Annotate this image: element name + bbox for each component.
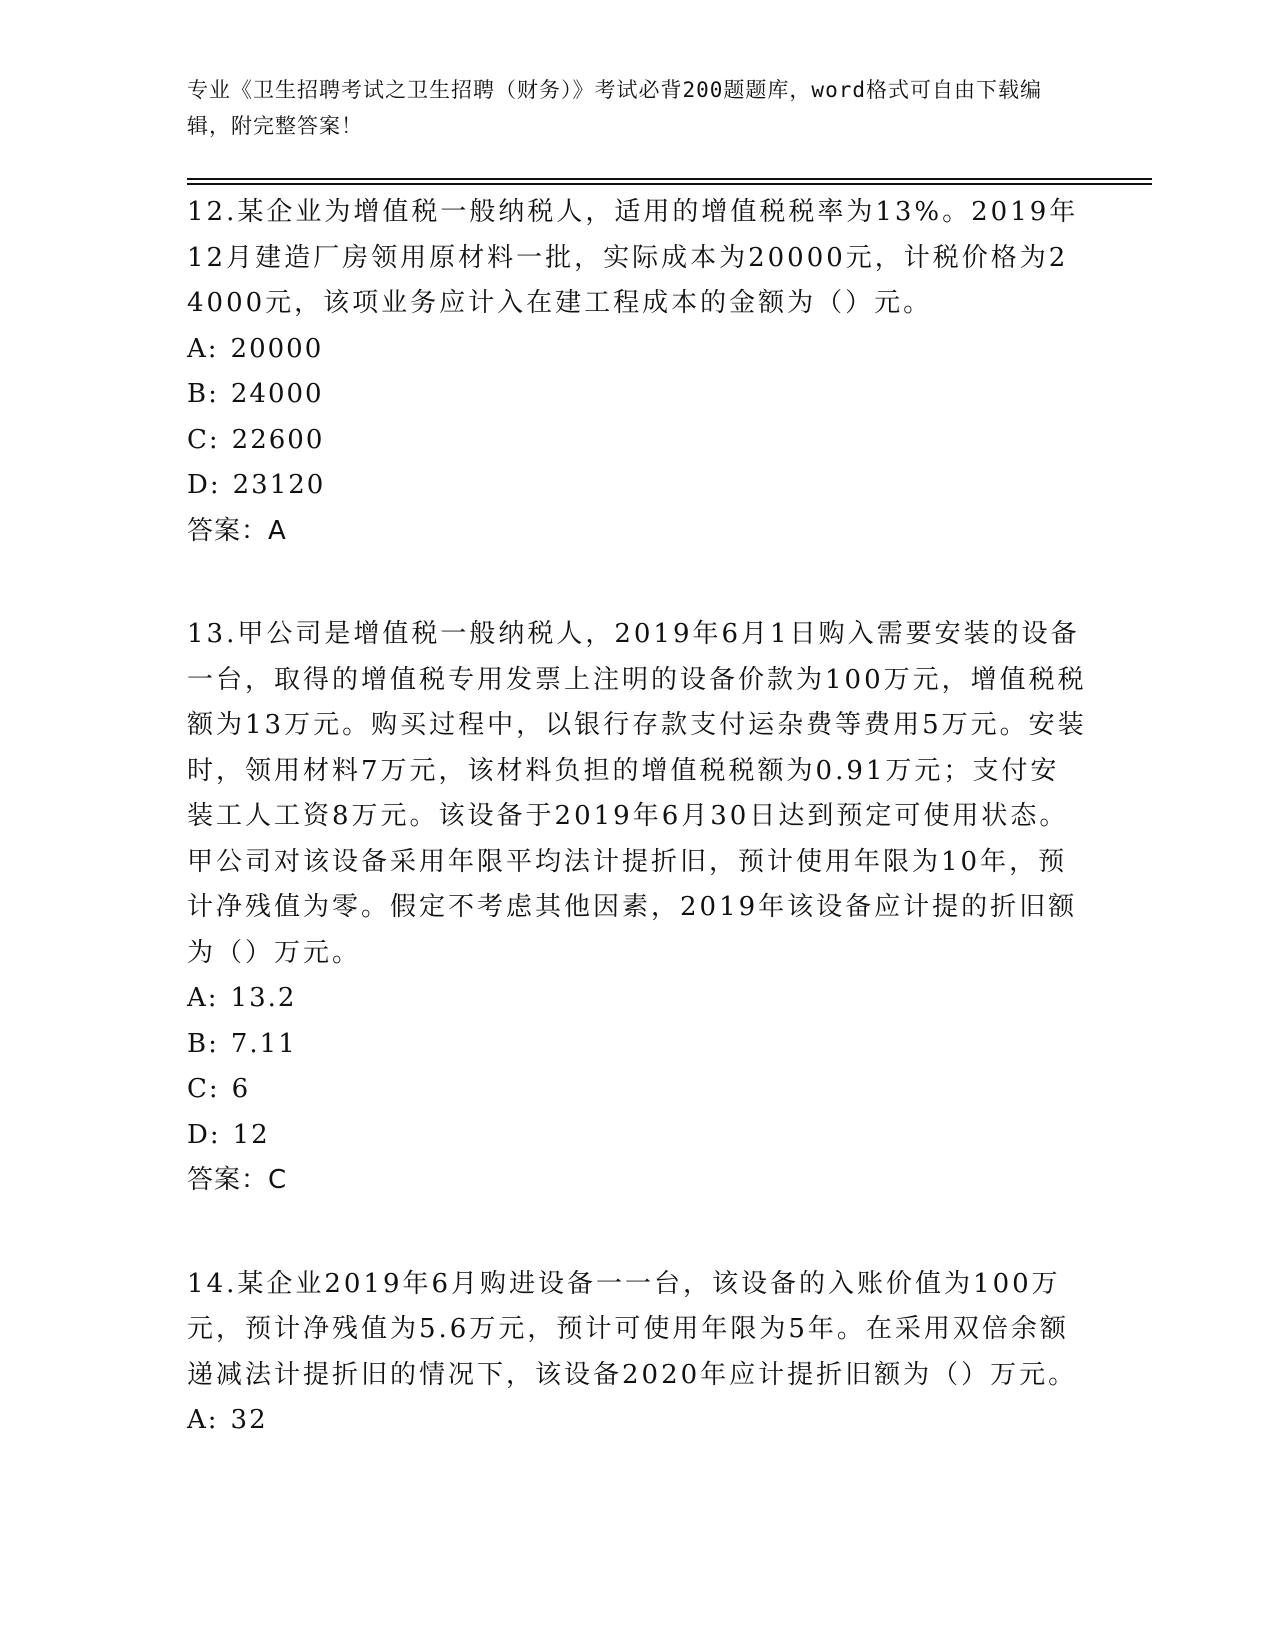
option-value: 7.11 bbox=[230, 1028, 297, 1059]
option-a bbox=[187, 327, 1087, 373]
option-key: D: bbox=[187, 470, 221, 500]
option-d bbox=[187, 463, 1087, 509]
option-key: A: bbox=[187, 333, 219, 364]
option-value: 20000 bbox=[230, 333, 324, 364]
question-list bbox=[187, 190, 1087, 1502]
option-key: A: bbox=[187, 983, 219, 1013]
option-a bbox=[187, 1398, 1087, 1444]
answer-line: 答案：A bbox=[187, 515, 287, 546]
question-stem: 13.甲公司是增值税一般纳税人，2019年6月1日购入需要安装的设备一台，取得的增值税专用发票上注明的设备价款为100万元，增值税税额为13万元。购买过程中，以银行存款支付运杂费等费用5万元。安装时，领用材料7万元，该材料负担的增值税税额为0.91万元；支付安装工人工资8万元。该设备于2019年6月30日达到预定可使用状态。甲公司对该设备采用年限平均法计提折旧，预计使用年限为10年，预计净残值为零。假定不考虑其他因素，2019年该设备应计提的折旧额为（）万元。 bbox=[187, 619, 1087, 968]
option-value: 6 bbox=[231, 1074, 251, 1104]
option-c bbox=[187, 418, 1087, 464]
option-value: 24000 bbox=[230, 379, 324, 409]
header-text: 专业《卫生招聘考试之卫生招聘（财务）》考试必背200题题库，word格式可自由下载编辑，附完整答案！ bbox=[187, 78, 1042, 138]
option-b bbox=[187, 372, 1087, 418]
question-stem: 12.某企业为增值税一般纳税人，适用的增值税税率为13%。2019年12月建造厂房领用原材料一批，实际成本为20000元，计税价格为24000元，该项业务应计入在建工程成本的金额为（）元。 bbox=[187, 197, 1079, 318]
option-key: D: bbox=[187, 1119, 221, 1150]
option-value: 22600 bbox=[231, 424, 325, 455]
option-key: C: bbox=[187, 424, 220, 455]
option-key: B: bbox=[187, 1028, 219, 1059]
option-b bbox=[187, 1022, 1087, 1068]
question-12 bbox=[187, 190, 1087, 554]
option-value: 12 bbox=[232, 1119, 270, 1150]
answer-line: 答案：C bbox=[187, 1165, 288, 1195]
header-divider-bottom bbox=[187, 183, 1152, 185]
question-14 bbox=[187, 1262, 1087, 1444]
option-value: 32 bbox=[230, 1405, 268, 1435]
question-13 bbox=[187, 612, 1087, 1204]
header-divider-top bbox=[187, 178, 1152, 180]
option-value: 13.2 bbox=[230, 983, 297, 1013]
question-stem: 14.某企业2019年6月购进设备一一台，该设备的入账价值为100万元，预计净残值为5.6万元，预计可使用年限为5年。在采用双倍余额递减法计提折旧的情况下，该设备2020年应计提折旧额为（）万元。 bbox=[187, 1268, 1078, 1390]
option-key: A: bbox=[187, 1405, 219, 1435]
document-header bbox=[187, 72, 1067, 144]
option-c bbox=[187, 1067, 1087, 1113]
option-value: 23120 bbox=[232, 470, 326, 500]
option-key: C: bbox=[187, 1074, 220, 1104]
option-a bbox=[187, 976, 1087, 1022]
option-key: B: bbox=[187, 379, 219, 409]
option-d bbox=[187, 1113, 1087, 1159]
